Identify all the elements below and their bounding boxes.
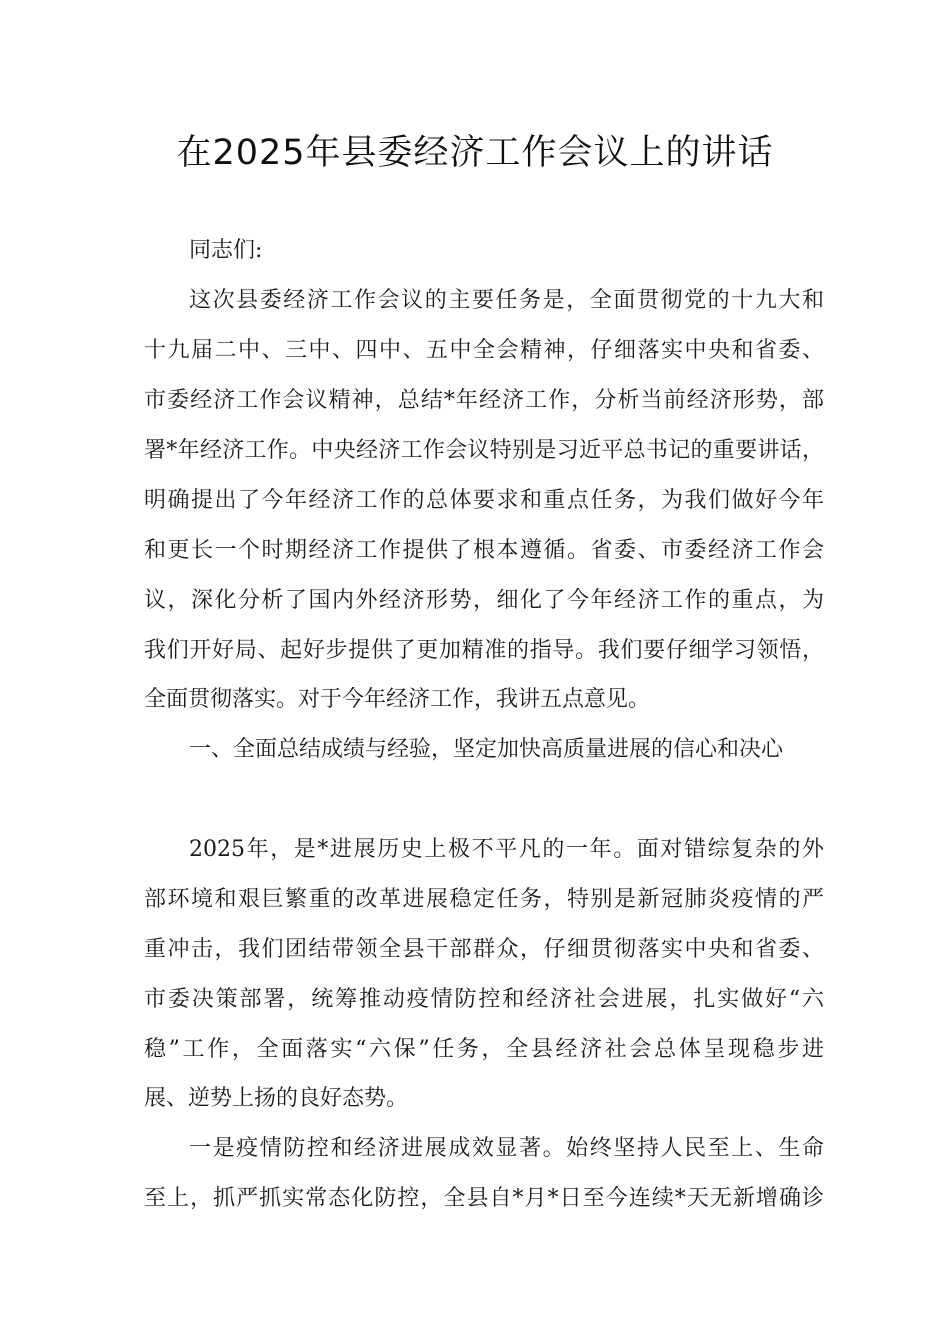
paragraph-line: 这次县委经济工作会议的主要任务是，全面贯彻党的十九大和 [189,288,824,313]
document-title: 在2025年县委经济工作会议上的讲话 [176,133,774,173]
paragraph-line: 和更长一个时期经济工作提供了根本遵循。省委、市委经济工作会 [144,538,824,563]
paragraph-line: 署*年经济工作。中央经济工作会议特别是习近平总书记的重要讲话， [144,438,824,463]
salutation: 同志们: [189,238,263,263]
paragraph-line: 十九届二中、三中、四中、五中全会精神，仔细落实中央和省委、 [144,338,824,363]
paragraph-line: 市委决策部署，统筹推动疫情防控和经济社会进展，扎实做好“六 [144,987,824,1012]
paragraph-line: 2025年，是*进展历史上极不平凡的一年。面对错综复杂的外 [189,837,824,862]
paragraph-line: 全面贯彻落实。对于今年经济工作，我讲五点意见。 [144,687,651,712]
section-heading: 一、全面总结成绩与经验，坚定加快高质量进展的信心和决心 [189,737,784,762]
paragraph-line: 我们开好局、起好步提供了更加精准的指导。我们要仔细学习领悟， [144,638,824,663]
paragraph-line: 议，深化分析了国内外经济形势，细化了今年经济工作的重点，为 [144,588,824,613]
paragraph-line: 市委经济工作会议精神，总结*年经济工作，分析当前经济形势，部 [144,388,824,413]
paragraph-line: 一是疫情防控和经济进展成效显著。始终坚持人民至上、生命 [189,1136,824,1161]
paragraph-line: 稳”工作，全面落实“六保”任务，全县经济社会总体呈现稳步进 [144,1037,824,1062]
paragraph-line: 明确提出了今年经济工作的总体要求和重点任务，为我们做好今年 [144,488,824,513]
paragraph-line: 至上，抓严抓实常态化防控，全县自*月*日至今连续*天无新增确诊 [144,1186,824,1211]
paragraph-line: 部环境和艰巨繁重的改革进展稳定任务，特别是新冠肺炎疫情的严 [144,887,824,912]
paragraph-line: 重冲击，我们团结带领全县干部群众，仔细贯彻落实中央和省委、 [144,937,824,962]
paragraph-line: 展、逆势上扬的良好态势。 [144,1086,409,1111]
